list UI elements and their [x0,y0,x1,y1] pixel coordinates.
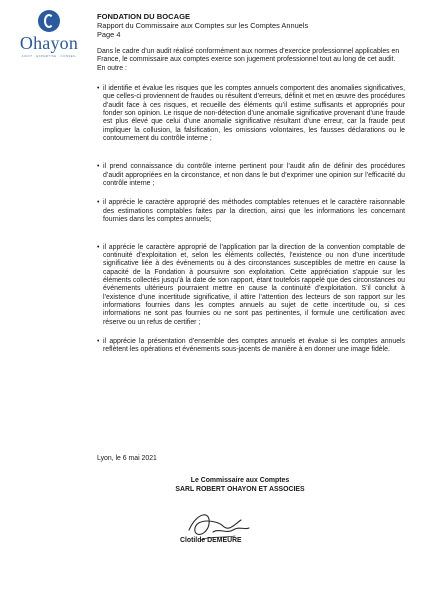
report-body [97,48,405,355]
bullet-marker: • [97,337,100,345]
firm-name: SARL ROBERT OHAYON ET ASSOCIES [175,485,305,493]
handwritten-signature-icon [183,490,253,560]
signatory-role: Le Commissaire aux Comptes [190,477,290,484]
report-date: Lyon, le 6 mai 2021 [97,455,157,462]
list-item [97,199,405,224]
bullet-marker: • [97,199,100,207]
list-item [97,338,405,355]
bullet-text: il prend connaissance du contrôle interne pertinent pour l’audit afin de définir des procédures d’audit appropriées en la circonstance, et non dans le but d’exprimer une opinion sur l’efficacité du contrôle interne ; [103,163,405,188]
logo-name: Ohayon [19,33,79,53]
signer-name: Clotilde DEMEURE [180,537,242,544]
list-item [97,163,405,188]
bullet-text: il apprécie le caractère approprié de l’application par la direction de la convention comptable de continuité d’exploitation et, selon les éléments collectés, l’existence ou non d’une incertitude significative liée à des événements ou à des circonstances susceptibles de mettre en cause la capacité de la Fondation à poursuivre son exploitation. Cette appréciation s’appuie sur les éléments collectés jusqu’à la date de son rapport, étant toutefois rappelé que des circonstances ou événements ultérieurs pourraient mettre en cause la continuité d’exploitation. S’il conclut à l’existence d’une incertitude significative, il attire l’attention des lecteurs de son rapport sur les informations fournies dans les comptes annuels au sujet de cette incertitude ou, si ces informations ne sont pas fournies ou ne sont pas pertinentes, il formule une certification avec réserve ou un refus de certifier ; [103,243,405,326]
company-logo [16,10,82,58]
page-number: Page 4 [97,30,121,39]
organization-name: FONDATION DU BOCAGE [97,12,191,21]
logo-emblem-icon [38,10,60,32]
report-header [97,12,308,39]
bullet-marker: • [97,243,100,251]
list-item [97,244,405,327]
bullet-marker: • [97,85,100,93]
report-subtitle: Rapport du Commissaire aux Comptes sur les Comptes Annuels [97,21,309,30]
bullet-marker: • [97,163,100,171]
bullet-text: il identifie et évalue les risques que les comptes annuels comportent des anomalies significatives, que celles-ci proviennent de fraudes ou résultent d’erreurs, définit et met en œuvre des procédures d’audit face à ces risques, et recueille des éléments qu’il estime suffisants et appropriés pour fonder son opinion. Le risque de non-détection d’une anomalie significative provenant d’une fraude est plus élevé que celui d’une anomalie significative résultant d’une erreur, car la fraude peut impliquer la collusion, la falsification, les omissions volontaires, les fausses déclarations ou le contournement du contrôle interne ; [103,85,405,143]
list-item [97,85,405,143]
intro-paragraph: Dans le cadre d’un audit réalisé conformément aux normes d’exercice professionnel applicables en France, le commissaire aux comptes exerce son jugement professionnel tout au long de cet audit. En outre : [97,48,400,72]
bullet-text: il apprécie la présentation d’ensemble des comptes annuels et évalue si les comptes annuels reflètent les opérations et événements sous-jacents de manière à en donner une image fidèle. [103,337,405,354]
bullet-text: il apprécie le caractère approprié des méthodes comptables retenues et le caractère raisonnable des estimations comptables faites par la direction, ainsi que les informations les concernant fournies dans les comptes annuels; [103,199,405,224]
logo-tagline: AUDIT · EXPERTISE · CONSEIL [21,54,77,58]
